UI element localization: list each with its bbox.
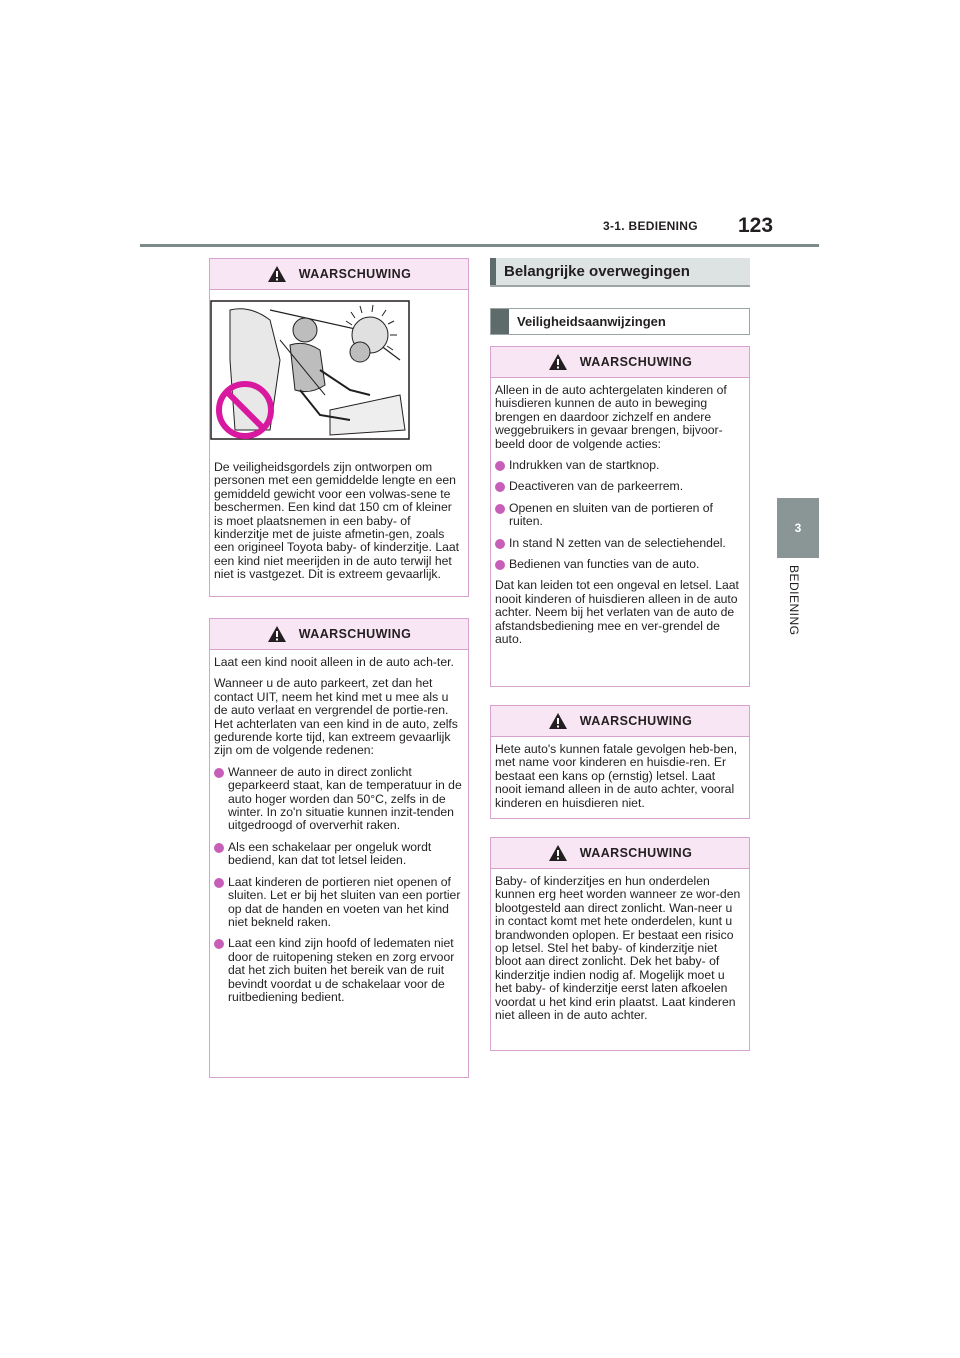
warning-triangle-icon [548, 353, 568, 371]
warning-title: WAARSCHUWING [579, 355, 693, 369]
warning-title: WAARSCHUWING [298, 627, 412, 641]
bullet-text: Indrukken van de startknop. [509, 458, 660, 473]
warning-box-vehicle-movement [490, 346, 750, 687]
warning-title: WAARSCHUWING [298, 267, 412, 281]
bullet-text: Deactiveren van de parkeerrem. [509, 479, 684, 494]
warning-triangle-icon [548, 844, 568, 862]
warning-header [491, 838, 749, 869]
warning-box-child-alone [209, 618, 469, 1078]
section-tag [490, 258, 496, 285]
child-airbag-illustration [210, 300, 410, 440]
section-title [490, 258, 750, 287]
warning-body [210, 455, 468, 596]
bullet-dot-icon [495, 461, 505, 471]
bullet-dot-icon [495, 539, 505, 549]
sub-title-text: Veiligheidsaanwijzingen [517, 314, 666, 329]
header-section-title: 3-1. BEDIENING [603, 219, 698, 233]
bullet-item [214, 841, 463, 868]
bullet-dot-icon [495, 482, 505, 492]
warning-paragraph: Hete auto's kunnen fatale gevolgen heb-ben, met name voor kinderen en huisdie-ren. Er bestaat een kans op (ernstig) letsel. Laat nooit iemand alleen in de auto achter, vooral kinderen en huisdieren niet. [495, 742, 738, 810]
warning-paragraph: Dat kan leiden tot een ongeval en letsel. Laat nooit kinderen of huisdieren alleen in de auto achter. Neem bij het verlaten van de auto de afstandsbediening mee en ver-grendel de auto. [495, 578, 739, 647]
sub-tag [491, 309, 509, 334]
warning-triangle-icon [548, 712, 568, 730]
warning-paragraph: Wanneer u de auto parkeert, zet dan het contact UIT, neem het kind met u mee als u de auto verlaat en vergrendel de portie-ren. Het achterlaten van een kind in de auto, zelfs gedurende korte tijd, kan extreem gevaarlijk zijn om de volgende redenen: [214, 676, 458, 758]
warning-box-hot-car [490, 705, 750, 819]
warning-paragraph: De veiligheidsgordels zijn ontworpen om personen met een gemiddelde lengte en een gemiddeld gewicht voor een volwas-sene te beschermen. Een kind dat 150 cm of kleiner is moet plaatsnemen in een baby- of kinderzitje met de juiste afmetin-gen, zoals een origineel Toyota baby- of kinderzitje. Laat een kind niet meerijden in de auto terwijl het niet is vastgezet. Dit is extreem gevaarlijk. [214, 460, 460, 582]
warning-triangle-icon [267, 625, 287, 643]
bullet-item [495, 537, 744, 550]
warning-header [491, 347, 749, 378]
warning-title: WAARSCHUWING [579, 846, 693, 860]
warning-body [210, 650, 468, 1018]
warning-title: WAARSCHUWING [579, 714, 693, 728]
chapter-tab [777, 498, 819, 558]
bullet-text: Wanneer de auto in direct zonlicht geparkeerd staat, kan de temperatuur in de auto hoger worden dan 50°C, zelfs in de winter. In zo'n situatie kunnen inzit-tenden uitgedroogd of oververhit raken. [228, 764, 462, 833]
bullet-item [495, 502, 744, 529]
bullet-text: Als een schakelaar per ongeluk wordt bediend, kan dat tot letsel leiden. [228, 839, 432, 868]
header-rule [140, 244, 819, 247]
bullet-dot-icon [495, 560, 505, 570]
warning-header [210, 619, 468, 650]
warning-triangle-icon [267, 265, 287, 283]
chapter-number: 3 [794, 521, 802, 535]
bullet-item [214, 876, 463, 930]
bullet-dot-icon [214, 843, 224, 853]
bullet-text: Laat kinderen de portieren niet openen of sluiten. Let er bij het sluiten van een portier op dat de handen en voeten van het kind niet bekneld raken. [228, 874, 461, 929]
bullet-item [214, 937, 463, 1004]
bullet-text: Openen en sluiten van de portieren of ruiten. [509, 500, 713, 529]
bullet-text: Bedienen van functies van de auto. [509, 557, 700, 572]
warning-header [491, 706, 749, 737]
bullet-dot-icon [214, 878, 224, 888]
sub-title [490, 308, 750, 335]
bullet-dot-icon [214, 768, 224, 778]
warning-paragraph: Alleen in de auto achtergelaten kinderen of huisdieren kunnen de auto in beweging brengen en daardoor zichzelf en andere weggebruikers in gevaar brengen, bijvoor-beeld door de volgende acties: [495, 383, 727, 451]
section-title-text: Belangrijke overwegingen [504, 263, 690, 280]
warning-body [491, 378, 749, 661]
bullet-item [495, 558, 744, 571]
page-number: 123 [738, 214, 774, 237]
warning-body [491, 869, 749, 1036]
bullet-item [495, 480, 744, 493]
bullet-text: Laat een kind zijn hoofd of ledematen niet door de ruitopening steken en zorg ervoor dat het zich buiten het bereik van de ruit bevindt voordat u de schakelaar voor de ruitbediening bedient. [228, 936, 455, 1004]
bullet-item [214, 766, 463, 833]
warning-body [491, 737, 749, 824]
warning-box-seatbelt [209, 258, 469, 597]
warning-paragraph: Laat een kind nooit alleen in de auto ach-ter. [214, 655, 454, 669]
bullet-dot-icon [214, 939, 224, 949]
warning-header [210, 259, 468, 290]
bullet-item [495, 459, 744, 472]
warning-box-hot-seat [490, 837, 750, 1051]
bullet-text: In stand N zetten van de selectiehendel. [509, 535, 726, 550]
bullet-dot-icon [495, 504, 505, 514]
warning-paragraph: Baby- of kinderzitjes en hun onderdelen kunnen erg heet worden wanneer ze wor-den blootgesteld aan direct zonlicht. Wan-neer u in contact komt met hete onderdelen, kunt u brandwonden oplopen. Er bestaat een risico op letsel. Stel het baby- of kinderzitje niet bloot aan direct zonlicht. Dek het baby- of kinderzitje indien nodig af. Mogelijk moet u het baby- of kinderzitje eerst laten afkoelen voordat u het kind erin plaatst. Laat kinderen niet alleen in de auto achter. [495, 874, 741, 1023]
chapter-label: BEDIENING [787, 565, 801, 636]
